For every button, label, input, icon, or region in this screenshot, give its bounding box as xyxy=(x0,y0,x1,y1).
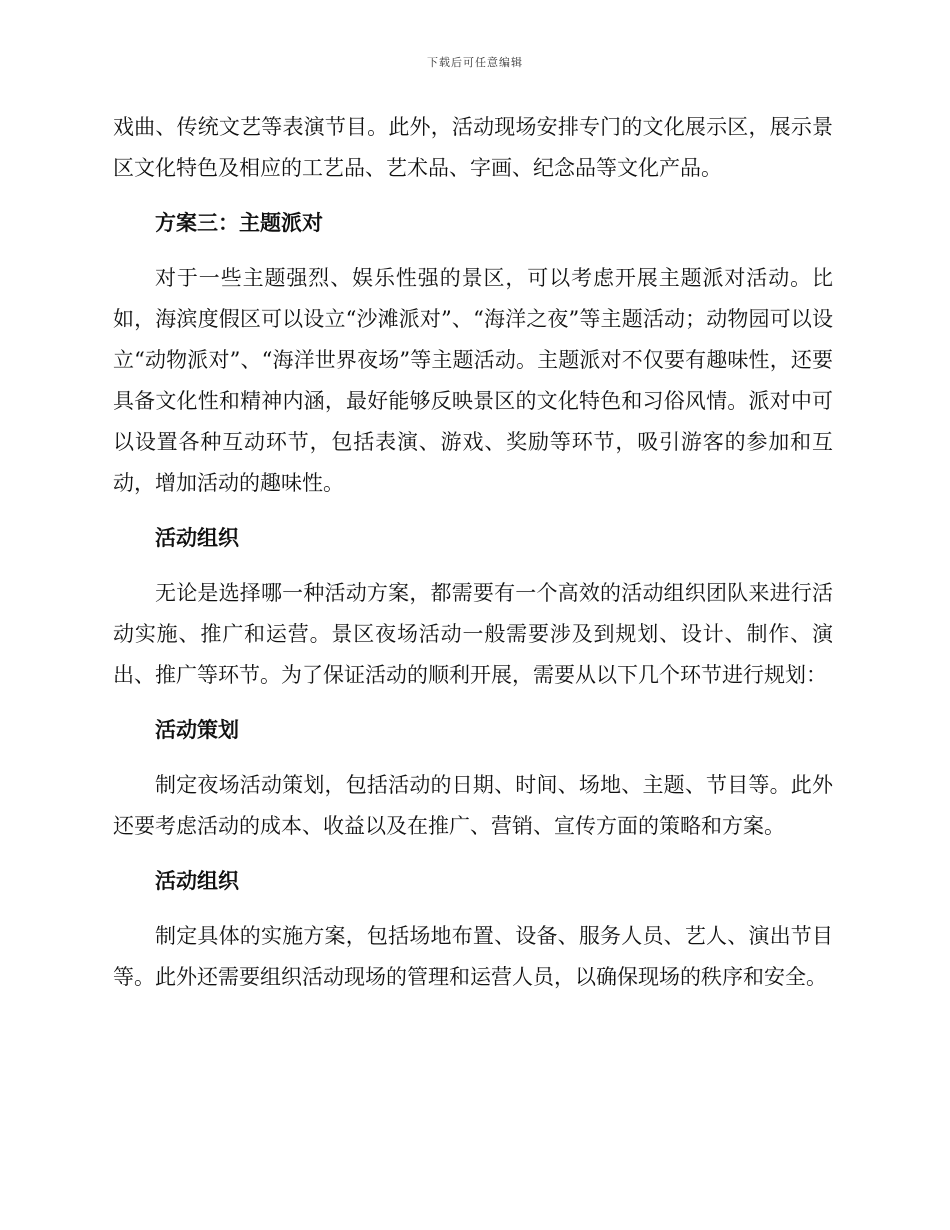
paragraph-planning: 制定夜场活动策划，包括活动的日期、时间、场地、主题、节目等。此外还要考虑活动的成本、收益以及在推广、营销、宣传方面的策略和方案。 xyxy=(113,773,833,838)
paragraph-gap xyxy=(113,902,833,916)
section-heading-activity-organization: 活动组织 xyxy=(155,526,239,550)
section-heading-plan-three: 方案三：主题派对 xyxy=(155,211,323,235)
paragraph-gap xyxy=(113,189,833,203)
paragraph-gap xyxy=(113,244,833,258)
paragraph-continuation: 戏曲、传统文艺等表演节目。此外，活动现场安排专门的文化展示区，展示景区文化特色及相应的工艺品、艺术品、字画、纪念品等文化产品。 xyxy=(113,115,833,180)
paragraph-implementation: 制定具体的实施方案，包括场地布置、设备、服务人员、艺人、演出节目等。此外还需要组织活动现场的管理和运营人员，以确保现场的秩序和安全。 xyxy=(113,924,833,989)
section-heading-activity-planning: 活动策划 xyxy=(155,718,239,742)
paragraph-theme-party: 对于一些主题强烈、娱乐性强的景区，可以考虑开展主题派对活动。比如，海滨度假区可以设立“沙滩派对”、“海洋之夜”等主题活动；动物园可以设立“动物派对”、“海洋世界夜场”等主题活动。主题派对不仅要有趣味性，还要具备文化性和精神内涵，最好能够反映景区的文化特色和习俗风情。派对中可以设置各种互动环节，包括表演、游戏、奖励等环节，吸引游客的参加和互动，增加活动的趣味性。 xyxy=(113,266,833,495)
paragraph-gap xyxy=(113,751,833,765)
document-body xyxy=(113,107,833,998)
page-header: 下载后可任意编辑 xyxy=(427,56,523,69)
paragraph-gap xyxy=(113,847,833,861)
paragraph-organization-team: 无论是选择哪一种活动方案，都需要有一个高效的活动组织团队来进行活动实施、推广和运营。景区夜场活动一般需要涉及到规划、设计、制作、演出、推广等环节。为了保证活动的顺利开展，需要从以下几个环节进行规划： xyxy=(113,581,833,687)
paragraph-gap xyxy=(113,504,833,518)
section-heading-activity-organization-2: 活动组织 xyxy=(155,869,239,893)
paragraph-gap xyxy=(113,559,833,573)
paragraph-gap xyxy=(113,696,833,710)
